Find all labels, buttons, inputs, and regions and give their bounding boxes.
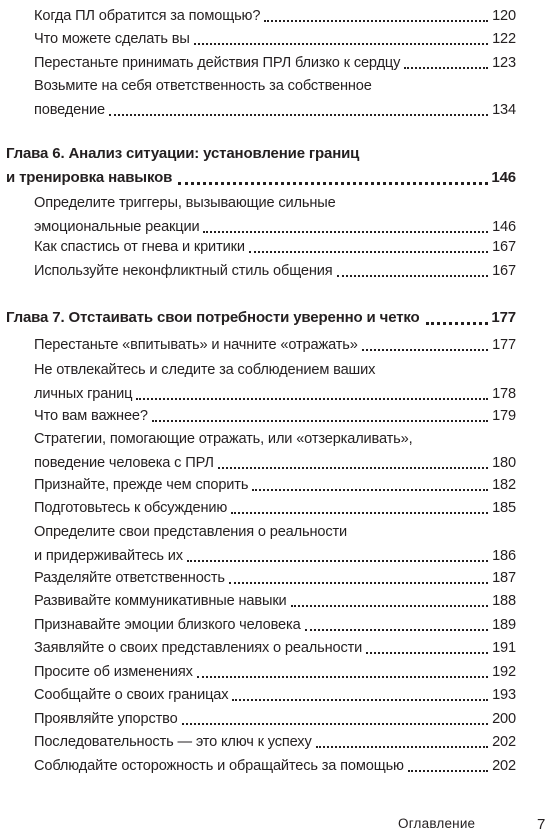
toc-entry <box>34 27 516 51</box>
toc-entry <box>34 333 516 357</box>
toc-entry-title: Заявляйте о своих представлениях о реальности <box>34 640 363 656</box>
dot-leader <box>305 628 489 631</box>
toc-entry-title: поведение <box>34 102 106 118</box>
dot-leader <box>109 113 488 116</box>
toc-entry-title: Развивайте коммуникативные навыки <box>34 593 287 609</box>
toc-entry <box>34 730 516 754</box>
toc-page-number: 178 <box>492 386 516 402</box>
toc-entry-title: Глава 6. Анализ ситуации: установление границ <box>6 145 360 162</box>
dot-leader <box>178 181 488 185</box>
toc-entry-title: Как спастись от гнева и критики <box>34 239 245 255</box>
dot-leader <box>337 274 489 277</box>
toc-page-number: 180 <box>492 455 516 471</box>
toc-entry <box>34 259 516 283</box>
toc-entry-title: Когда ПЛ обратится за помощью? <box>34 8 261 24</box>
page-number: 7 <box>537 816 546 833</box>
dot-leader <box>182 722 489 725</box>
toc-entry <box>34 4 516 28</box>
toc-entry-title: Что вам важнее? <box>34 408 148 424</box>
toc-page-number: 192 <box>492 664 516 680</box>
toc-entry-title: и придерживайтесь их <box>34 548 183 564</box>
toc-page-number: 134 <box>492 102 516 118</box>
toc-entry <box>34 51 516 75</box>
toc-entry <box>34 74 516 122</box>
dot-leader <box>136 397 488 400</box>
dot-leader <box>362 348 488 351</box>
toc-entry-title: Возьмите на себя ответственность за собственное <box>34 78 372 94</box>
toc-entry-title: Стратегии, помогающие отражать, или «отзеркаливать», <box>34 431 413 447</box>
toc-entry-title: Признайте, прежде чем спорить <box>34 477 249 493</box>
toc-entry-title: Используйте неконфликтный стиль общения <box>34 263 333 279</box>
toc-entry-title: и тренировка навыков <box>6 169 173 186</box>
toc-page-number: 177 <box>491 309 516 326</box>
dot-leader <box>404 66 488 69</box>
toc-page-number: 186 <box>492 548 516 564</box>
dot-leader <box>426 321 489 325</box>
dot-leader <box>218 466 488 469</box>
dot-leader <box>152 419 488 422</box>
toc-entry <box>34 683 516 707</box>
toc-page-number: 191 <box>492 640 516 656</box>
toc-page-number: 193 <box>492 687 516 703</box>
toc-page-number: 123 <box>492 55 516 71</box>
toc-entry <box>34 566 516 590</box>
toc-entry <box>34 358 516 406</box>
toc-entry <box>34 520 516 568</box>
dot-leader <box>231 511 488 514</box>
toc-entry-title: Сообщайте о своих границах <box>34 687 229 703</box>
toc-entry-title: Подготовьтесь к обсуждению <box>34 500 228 516</box>
dot-leader <box>197 675 488 678</box>
toc-page-number: 179 <box>492 408 516 424</box>
toc-entry-title: Последовательность — это ключ к успеху <box>34 734 312 750</box>
dot-leader <box>229 581 488 584</box>
toc-page-number: 177 <box>492 337 516 353</box>
toc-entry-title: Признавайте эмоции близкого человека <box>34 617 301 633</box>
toc-page-number: 182 <box>492 477 516 493</box>
dot-leader <box>203 230 488 233</box>
toc-entry-title: Проявляйте упорство <box>34 711 178 727</box>
toc-entry-title: эмоциональные реакции <box>34 219 200 235</box>
toc-entry <box>34 404 516 428</box>
toc-page-number: 185 <box>492 500 516 516</box>
toc-page-number: 146 <box>491 169 516 186</box>
toc-page-number: 202 <box>492 758 516 774</box>
toc-entry <box>34 589 516 613</box>
dot-leader <box>408 769 488 772</box>
toc-entry-title: Просите об изменениях <box>34 664 193 680</box>
toc-entry <box>34 235 516 259</box>
toc-page-number: 120 <box>492 8 516 24</box>
toc-entry-title: личных границ <box>34 386 133 402</box>
dot-leader <box>264 19 488 22</box>
toc-entry <box>34 473 516 497</box>
toc-chapter-heading <box>6 306 516 330</box>
dot-leader <box>194 42 488 45</box>
dot-leader <box>316 745 489 748</box>
toc-entry-title: поведение человека с ПРЛ <box>34 455 214 471</box>
toc-page-number: 189 <box>492 617 516 633</box>
toc-entry <box>34 191 516 239</box>
toc-entry <box>34 613 516 637</box>
toc-entry-title: Глава 7. Отстаивать свои потребности уверенно и четко <box>6 309 420 326</box>
toc-entry-title: Определите свои представления о реальности <box>34 524 348 540</box>
toc-chapter-heading <box>6 142 516 190</box>
toc-page-number: 167 <box>492 239 516 255</box>
toc-entry-title: Перестаньте принимать действия ПРЛ близко к сердцу <box>34 55 401 71</box>
dot-leader <box>187 559 488 562</box>
toc-page-number: 122 <box>492 31 516 47</box>
dot-leader <box>291 604 489 607</box>
toc-page-number: 202 <box>492 734 516 750</box>
running-footer-label: Оглавление <box>398 816 476 831</box>
toc-page-number: 167 <box>492 263 516 279</box>
toc-entry <box>34 660 516 684</box>
dot-leader <box>252 488 488 491</box>
toc-entry <box>34 754 516 778</box>
toc-entry <box>34 707 516 731</box>
toc-page-number: 187 <box>492 570 516 586</box>
toc-entry-title: Разделяйте ответственность <box>34 570 225 586</box>
toc-entry-title: Не отвлекайтесь и следите за соблюдением ваших <box>34 362 376 378</box>
toc-page-number: 146 <box>492 219 516 235</box>
toc-entry <box>34 427 516 475</box>
dot-leader <box>249 250 488 253</box>
toc-entry-title: Перестаньте «впитывать» и начните «отражать» <box>34 337 358 353</box>
toc-entry <box>34 496 516 520</box>
toc-entry <box>34 636 516 660</box>
dot-leader <box>232 698 488 701</box>
toc-entry-title: Соблюдайте осторожность и обращайтесь за помощью <box>34 758 404 774</box>
toc-entry-title: Что можете сделать вы <box>34 31 190 47</box>
toc-entry-title: Определите триггеры, вызывающие сильные <box>34 195 336 211</box>
toc-page-number: 200 <box>492 711 516 727</box>
toc-page-number: 188 <box>492 593 516 609</box>
dot-leader <box>366 651 488 654</box>
